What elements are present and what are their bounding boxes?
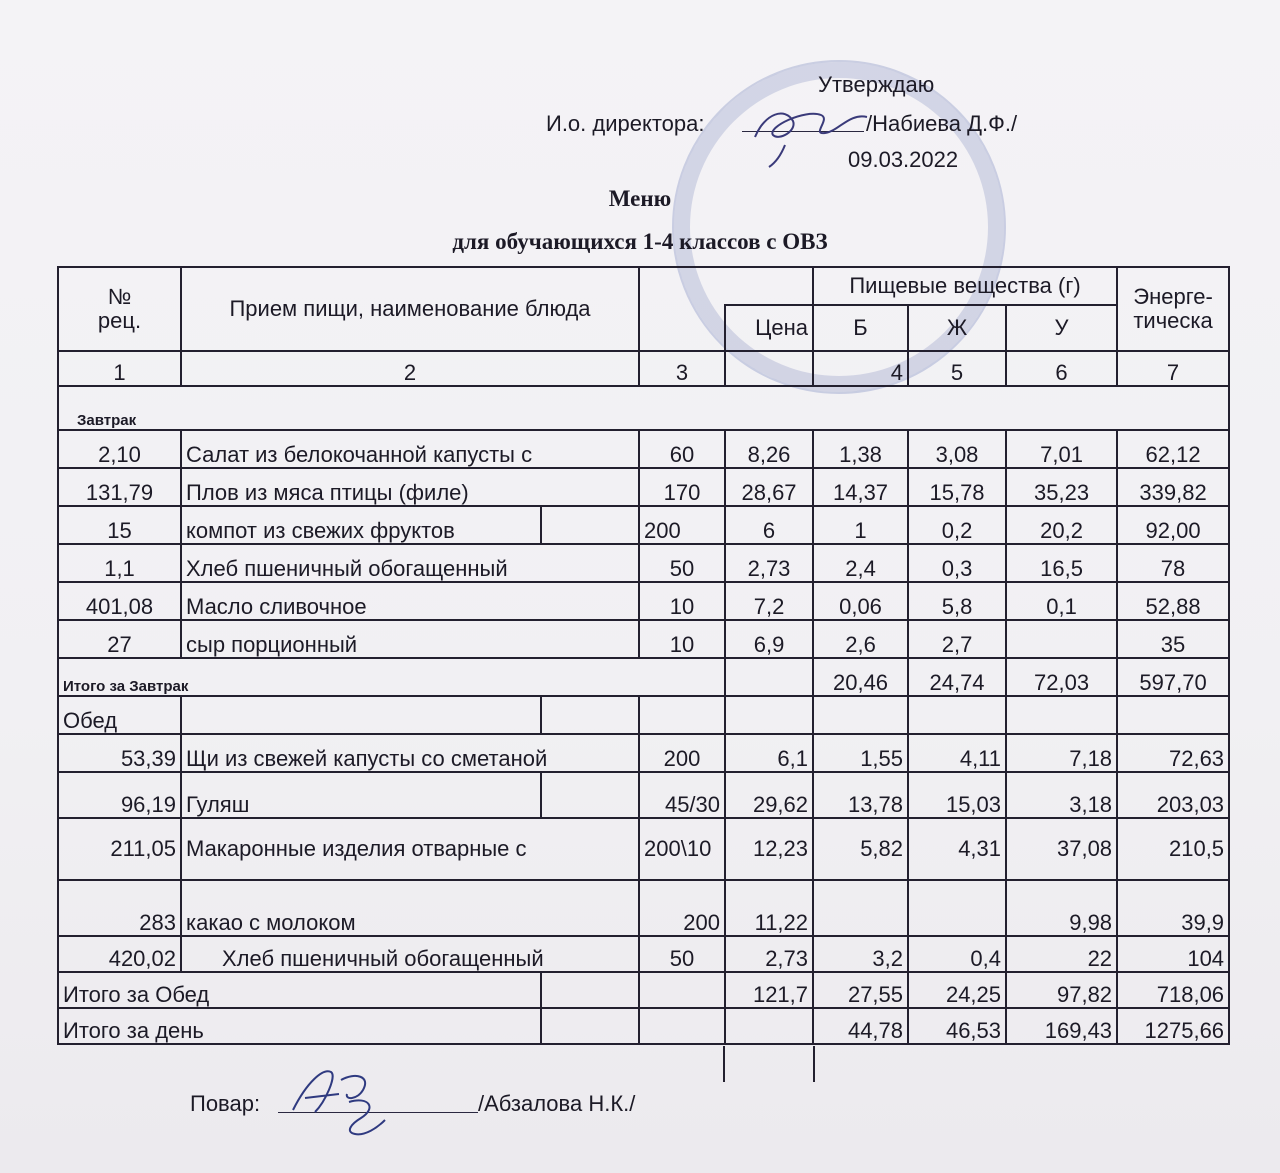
director-position: И.о. директора: [546,111,705,136]
cook-name: /Абзалова Н.К./ [478,1091,636,1116]
header-zh: Ж [908,305,1006,351]
header-energy: Энерге- тическа [1117,267,1229,351]
table-row: 2,10 Салат из белокочанной капусты с 60 8,26 1,38 3,08 7,01 62,12 [58,430,1229,468]
menu-title: Меню [608,186,672,211]
menu-subtitle: для обучающихся 1-4 классов с ОВЗ [452,229,828,254]
table-divider-tail [813,1046,815,1082]
approve-label: Утверждаю [818,72,935,97]
table-row: 15 компот из свежих фруктов 200 6 1 0,2 20,2 92,00 [58,506,1229,544]
cook-signature [285,1062,395,1142]
breakfast-label: Завтрак [58,386,1229,430]
approval-date: 09.03.2022 [848,147,959,172]
header-row-1 [58,267,1229,305]
table-row: 27 сыр порционный 10 6,9 2,6 2,7 35 [58,620,1229,658]
table-row: 53,39 Щи из свежей капусты со сметаной 200 6,1 1,55 4,11 7,18 72,63 [58,734,1229,772]
header-num: № рец. [58,267,181,351]
breakfast-section-row [58,386,1229,430]
table-divider-tail [723,1046,725,1082]
index-row: 1 2 3 4 5 6 7 [58,351,1229,386]
table-row: 283 какао с молоком 200 11,22 9,98 39,9 [58,880,1229,936]
table-row: 131,79 Плов из мяса птицы (филе) 170 28,67 14,37 15,78 35,23 339,82 [58,468,1229,506]
breakfast-total-row: Итого за Завтрак 20,46 24,74 72,03 597,70 [58,658,1229,696]
table-row: 211,05 Макаронные изделия отварные с 200\10 12,23 5,82 4,31 37,08 210,5 [58,818,1229,880]
table-row: 401,08 Масло сливочное 10 7,2 0,06 5,8 0,1 52,88 [58,582,1229,620]
menu-table [57,266,1230,1045]
day-total-row: Итого за день 44,78 46,53 169,43 1275,66 [58,1008,1229,1044]
lunch-section-row [58,696,1229,734]
header-b: Б [813,305,908,351]
table-row: 96,19 Гуляш 45/30 29,62 13,78 15,03 3,18 203,03 [58,772,1229,818]
table-row: 420,02 Хлеб пшеничный обогащенный 50 2,73 3,2 0,4 22 104 [58,936,1229,972]
director-name: /Набиева Д.Ф./ [866,111,1018,136]
header-u: У [1006,305,1117,351]
header-price: Цена [725,305,813,351]
header-nutrients: Пищевые вещества (г) [813,267,1117,305]
cook-label: Повар: [190,1091,261,1116]
header-dish: Прием пищи, наименование блюда [181,267,639,351]
lunch-label: Обед [58,696,181,734]
table-row: 1,1 Хлеб пшеничный обогащенный 50 2,73 2,4 0,3 16,5 78 [58,544,1229,582]
lunch-total-row: Итого за Обед 121,7 27,55 24,25 97,82 718,06 [58,972,1229,1008]
